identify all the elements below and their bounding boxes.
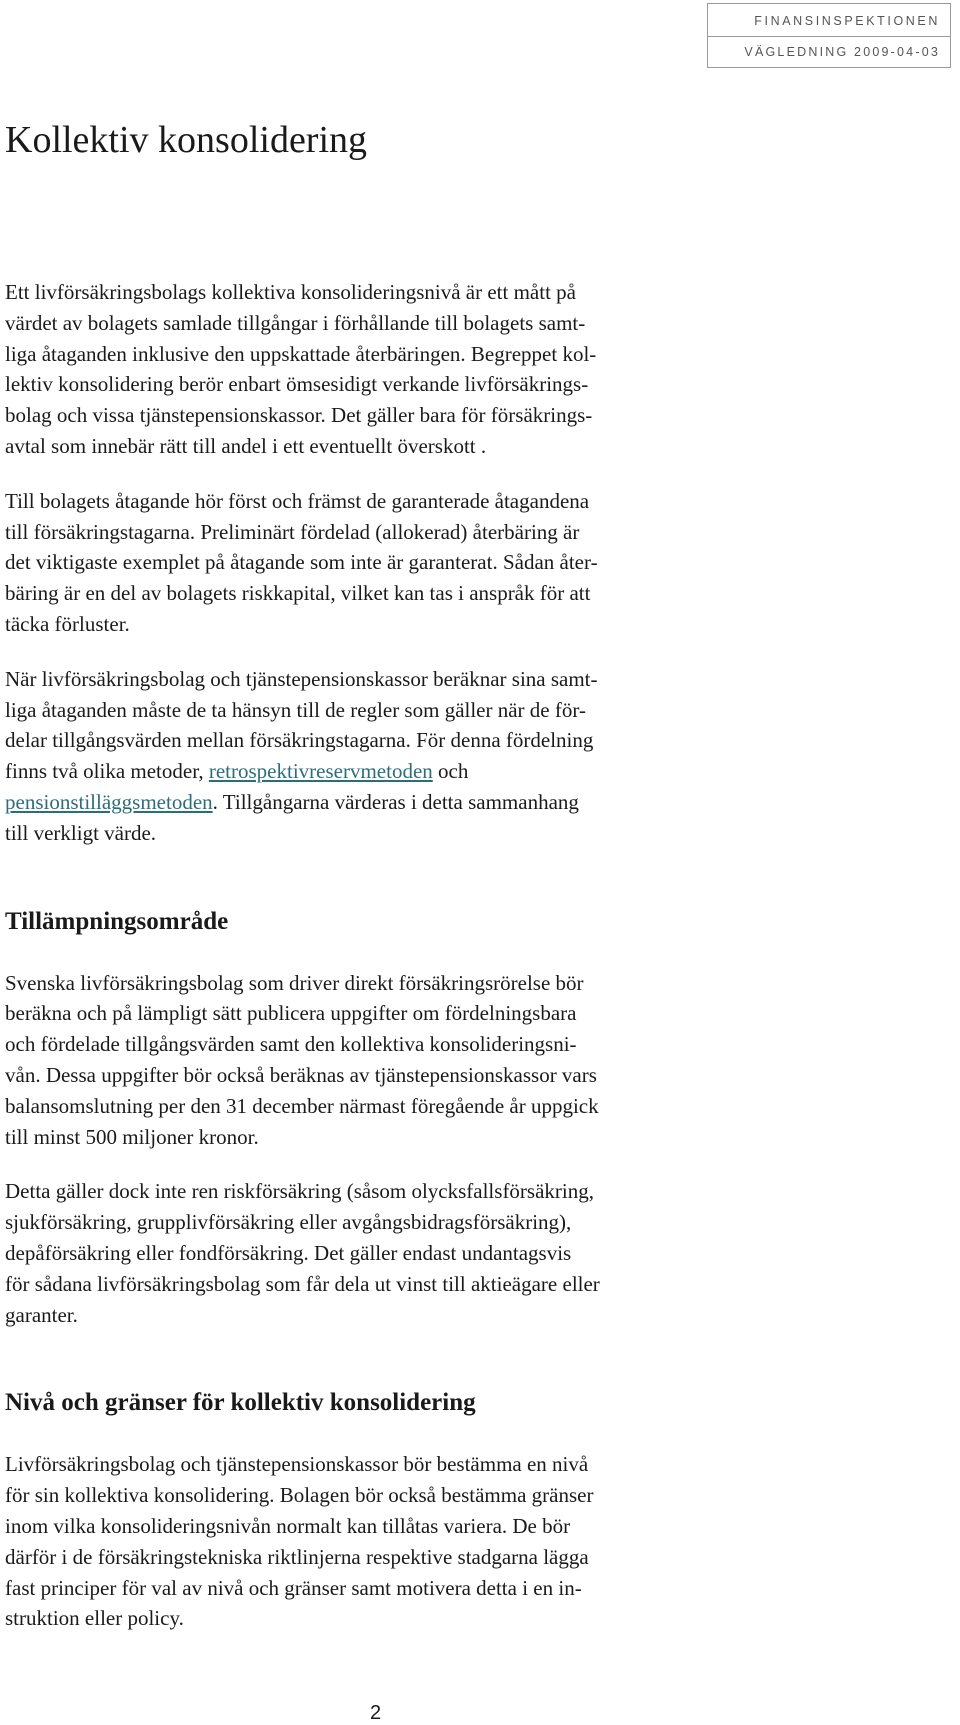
- section1-paragraph-2: Detta gäller dock inte ren riskförsäkring (såsom olycksfallsförsäkring, sjukförsäkring, grupplivförsäkring eller avgångsbidragsförsäkring), depåförsäkring eller fondförsäkring. Det gäller endast undantagsvis för sådana livförsäkringsbolag som får dela ut vinst till aktieägare eller garanter.: [5, 1179, 600, 1327]
- intro-paragraph-3: [5, 664, 945, 849]
- header-document-type-date: VÄGLEDNING 2009-04-03: [708, 36, 950, 68]
- pensionstillaggsmetoden-link[interactable]: pensionstilläggsmetoden: [5, 789, 213, 814]
- paragraph-text: När livförsäkringsbolag och tjänstepensionskassor beräknar sina samt- liga åtaganden måste de ta hänsyn till de regler som gäller när de för- delar tillgångsvärden mellan försäkringstagarna. För denna fördelning finns två olika metoder,: [5, 666, 598, 784]
- intro-paragraph-1: Ett livförsäkringsbolags kollektiva konsolideringsnivå är ett mått på värdet av bolagets samlade tillgångar i förhållande till bolagets samt- liga åtaganden inklusive den uppskattade återbäringen. Begreppet kol- lektiv konsolidering berör enbart ömsesidigt verkande livförsäkrings- bolag och vissa tjänstepensionskassor. Det gäller bara för försäkrings- avtal som innebär rätt till andel i ett eventuellt överskott .: [5, 280, 597, 458]
- header-organization: FINANSINSPEKTIONEN: [754, 14, 940, 28]
- section2-paragraph-1: Livförsäkringsbolag och tjänstepensionskassor bör bestämma en nivå för sin kollektiva konsolidering. Bolagen bör också bestämma gränser inom vilka konsolideringsnivån normalt kan tillåtas variera. De bör därför i de försäkringstekniska riktlinjerna respektive stadgarna lägga fast principer för val av nivå och gränser samt motivera detta i en in- struktion eller policy.: [5, 1452, 594, 1631]
- intro-paragraph-2: Till bolagets åtagande hör först och främst de garanterade åtagandena till försäkringstagarna. Preliminärt fördelad (allokerad) återbäring är det viktigaste exemplet på åtagande som inte är garanterat. Sådan åter- bäring är en del av bolagets riskkapital, vilket kan tas i anspråk för att täcka förluster.: [5, 488, 598, 636]
- section1-paragraph-1: Svenska livförsäkringsbolag som driver direkt försäkringsrörelse bör beräkna och på lämpligt sätt publicera uppgifter om fördelningsbara och fördelade tillgångsvärden samt den kollektiva konsolideringsni- vån. Dessa uppgifter bör också beräknas av tjänstepensionskassor vars balansomslutning per den 31 december närmast föregående år uppgick till minst 500 miljoner kronor.: [5, 970, 599, 1149]
- document-header-box: [707, 3, 951, 68]
- document-body: [5, 277, 945, 1634]
- paragraph-text: och: [438, 759, 469, 784]
- page-title: Kollektiv konsolidering: [5, 119, 368, 161]
- section-heading-niva-och-granser: Nivå och gränser för kollektiv konsolidering: [5, 1389, 476, 1417]
- paragraph-text: . Tillgångarna värderas i detta sammanhang till verkligt värde.: [5, 789, 579, 845]
- section-heading-tillampningsomrade: Tillämpningsområde: [5, 907, 229, 935]
- retrospektivreservmetoden-link[interactable]: retrospektivreservmetoden: [208, 759, 433, 784]
- page-number: 2: [370, 1702, 382, 1724]
